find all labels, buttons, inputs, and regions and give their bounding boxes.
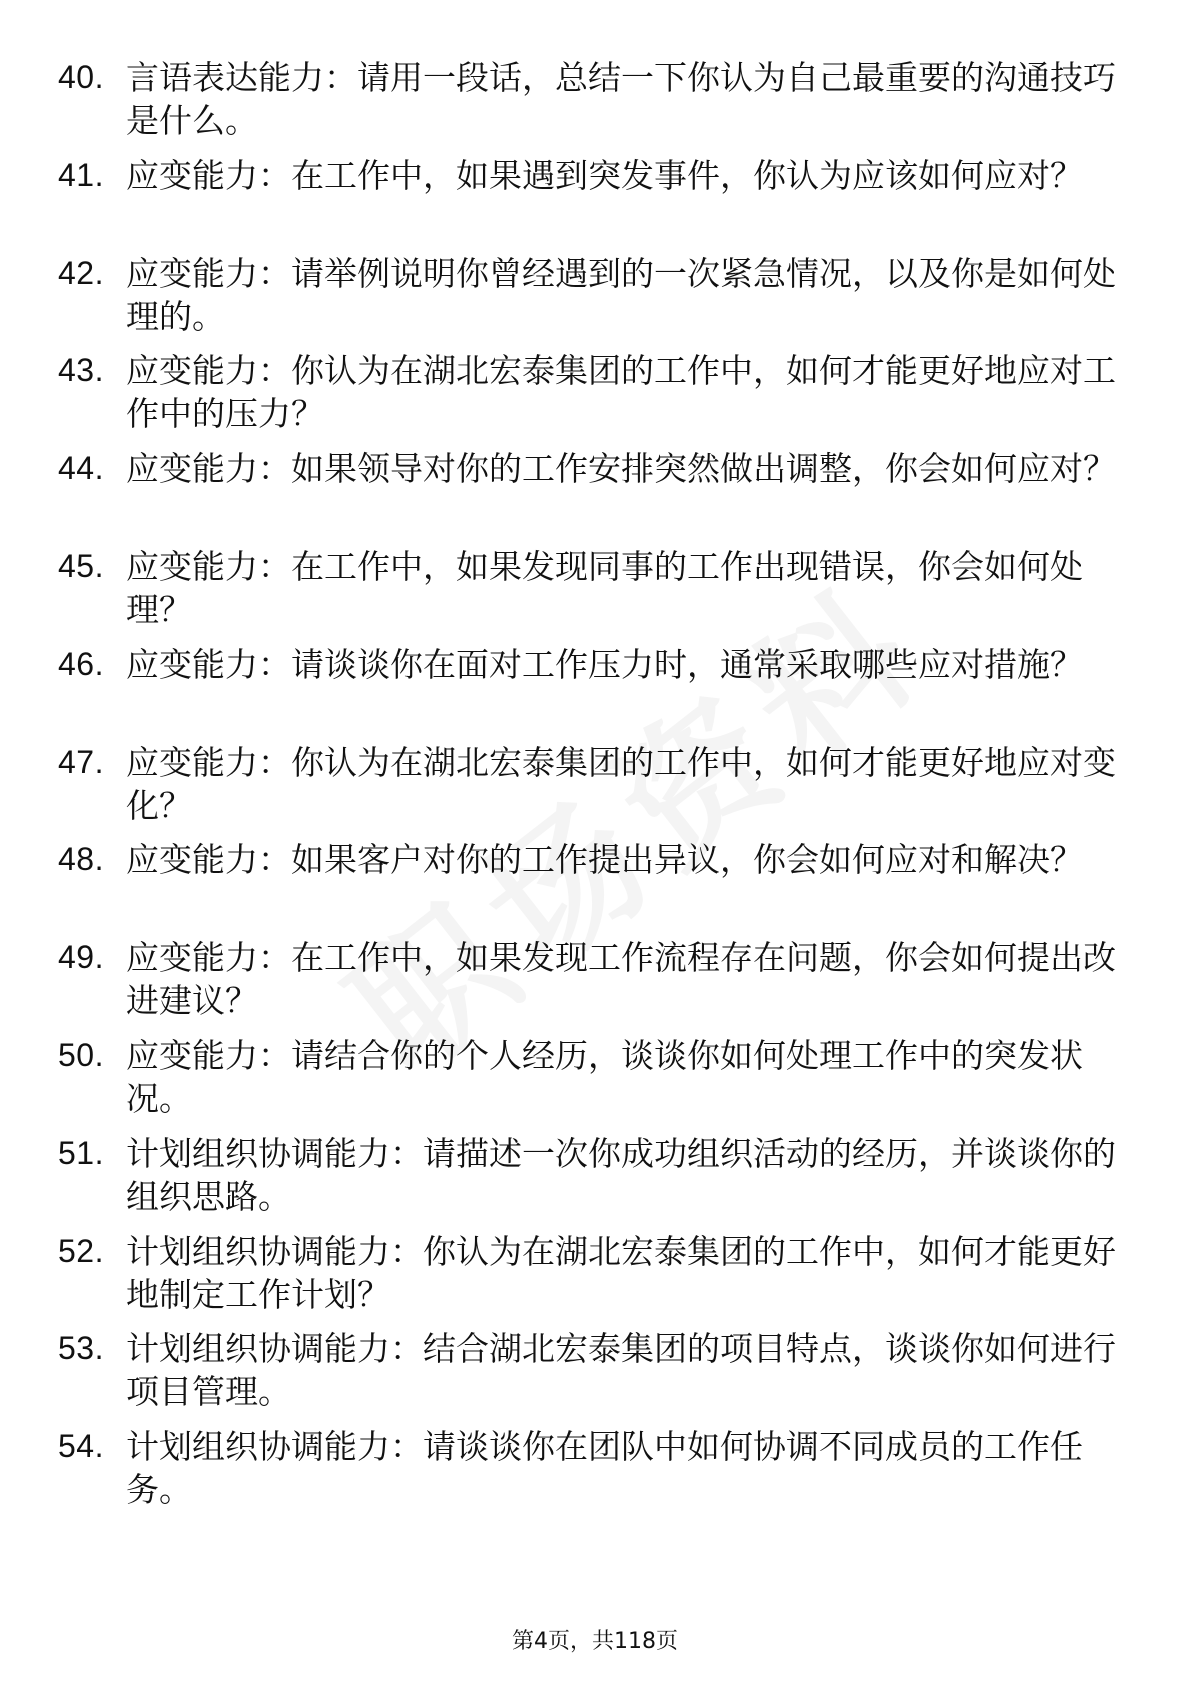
question-text: 应变能力：如果领导对你的工作安排突然做出调整，你会如何应对？	[126, 449, 1116, 489]
question-text: 应变能力：你认为在湖北宏泰集团的工作中，如何才能更好地应对工作中的压力？	[126, 351, 1116, 434]
page-footer: 第4页，共118页	[512, 1629, 678, 1654]
question-item	[58, 1425, 1128, 1523]
question-number: 41.	[58, 156, 104, 193]
question-text: 计划组织协调能力：你认为在湖北宏泰集团的工作中，如何才能更好地制定工作计划？	[126, 1231, 1116, 1314]
question-text: 应变能力：请结合你的个人经历，谈谈你如何处理工作中的突发状况。	[126, 1035, 1083, 1118]
question-number: 52.	[58, 1232, 104, 1269]
question-number: 43.	[58, 352, 104, 389]
question-number: 46.	[58, 645, 104, 682]
question-text: 应变能力：在工作中，如果遇到突发事件，你认为应该如何应对？	[126, 155, 1083, 195]
question-item	[58, 936, 1128, 1034]
question-item	[58, 447, 1128, 545]
question-number: 47.	[58, 743, 104, 780]
question-item	[58, 643, 1128, 741]
question-text: 计划组织协调能力：请描述一次你成功组织活动的经历，并谈谈你的组织思路。	[126, 1133, 1116, 1216]
question-text: 言语表达能力：请用一段话，总结一下你认为自己最重要的沟通技巧是什么。	[126, 58, 1116, 140]
question-text: 计划组织协调能力：请谈谈你在团队中如何协调不同成员的工作任务。	[126, 1427, 1083, 1510]
question-number: 45.	[58, 547, 104, 584]
question-text: 应变能力：如果客户对你的工作提出异议，你会如何应对和解决？	[126, 840, 1083, 880]
question-text: 应变能力：你认为在湖北宏泰集团的工作中，如何才能更好地应对变化？	[126, 742, 1116, 825]
question-text: 应变能力：在工作中，如果发现工作流程存在问题，你会如何提出改进建议？	[126, 938, 1116, 1021]
question-number: 48.	[58, 841, 104, 878]
question-item	[58, 154, 1128, 252]
question-item	[58, 741, 1128, 839]
question-number: 40.	[58, 59, 104, 95]
question-item	[58, 1327, 1128, 1425]
question-item	[58, 252, 1128, 350]
question-text: 计划组织协调能力：结合湖北宏泰集团的项目特点，谈谈你如何进行项目管理。	[126, 1329, 1116, 1412]
question-item	[58, 56, 1128, 154]
question-item	[58, 1132, 1128, 1230]
question-number: 51.	[58, 1134, 104, 1171]
question-text: 应变能力：请举例说明你曾经遇到的一次紧急情况，以及你是如何处理的。	[126, 253, 1116, 336]
question-item	[58, 838, 1128, 936]
question-item	[58, 545, 1128, 643]
question-text: 应变能力：请谈谈你在面对工作压力时，通常采取哪些应对措施？	[126, 644, 1083, 684]
question-number: 42.	[58, 254, 104, 291]
question-item	[58, 1230, 1128, 1328]
question-text: 应变能力：在工作中，如果发现同事的工作出现错误，你会如何处理？	[126, 546, 1083, 629]
question-number: 49.	[58, 939, 104, 976]
question-number: 44.	[58, 450, 104, 487]
question-number: 54.	[58, 1428, 104, 1465]
question-number: 50.	[58, 1036, 104, 1073]
question-number: 53.	[58, 1330, 104, 1367]
question-item	[58, 1034, 1128, 1132]
question-list	[58, 56, 1128, 1523]
question-item	[58, 349, 1128, 447]
